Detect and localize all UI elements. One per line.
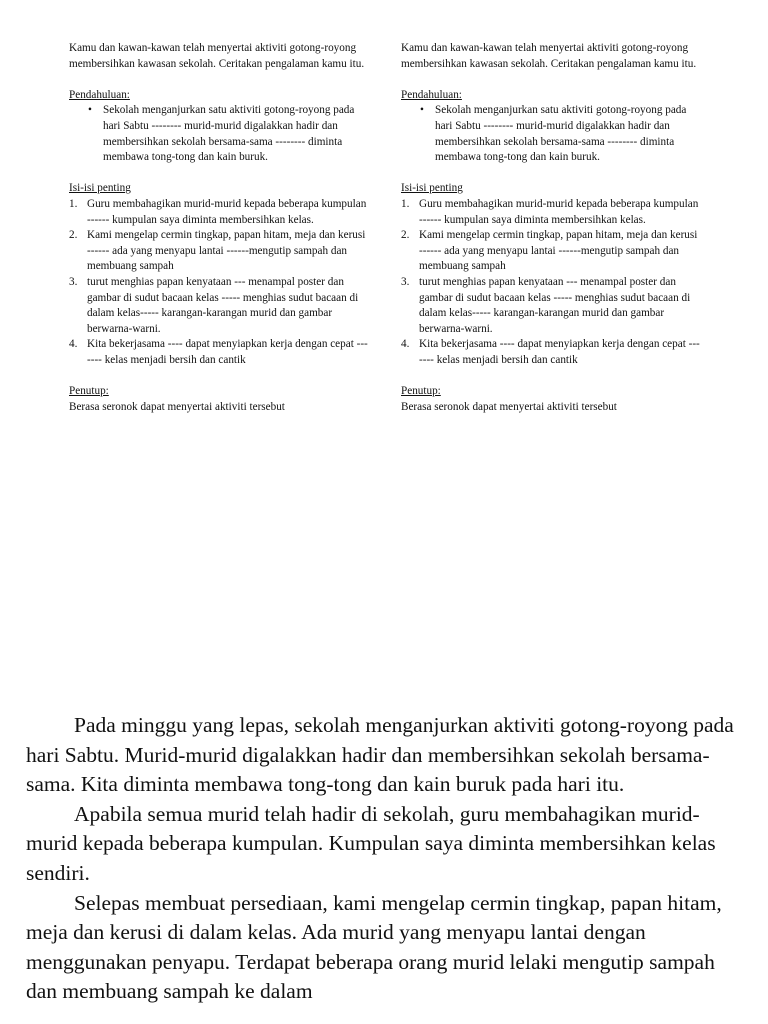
closing-section xyxy=(69,384,369,415)
point-number: 4. xyxy=(69,338,78,351)
essay-body xyxy=(26,711,746,1007)
outline-column-right xyxy=(401,41,701,415)
intro-section xyxy=(69,88,369,166)
point-item xyxy=(69,275,369,337)
closing-section xyxy=(401,384,701,415)
point-text: turut menghias papan kenyataan --- menampal poster dan gambar di sudut bacaan kelas ----- menghias sudut bacaan di dalam kelas----- karangan-karangan murid dan gambar berwarna-warni. xyxy=(419,275,691,335)
intro-heading: Pendahuluan: xyxy=(69,88,130,101)
points-heading: Isi-isi penting xyxy=(69,182,131,195)
point-number: 3. xyxy=(401,275,410,288)
point-item xyxy=(401,275,701,337)
point-text: Kami mengelap cermin tingkap, papan hitam, meja dan kerusi ------ ada yang menyapu lantai ------mengutip sampah dan membuang sampah xyxy=(419,229,698,273)
point-text: turut menghias papan kenyataan --- menampal poster dan gambar di sudut bacaan kelas ----- menghias sudut bacaan di dalam kelas----- karangan-karangan murid dan gambar berwarna-warni. xyxy=(87,275,359,335)
essay-paragraph: Apabila semua murid telah hadir di sekolah, guru membahagikan murid-murid kepada beberapa kumpulan. Kumpulan saya diminta membersihkan kelas sendiri. xyxy=(26,801,716,885)
point-item xyxy=(69,337,369,368)
points-list xyxy=(69,197,369,369)
point-number: 1. xyxy=(69,197,78,210)
intro-bullet-item: • Sekolah menganjurkan satu aktiviti gotong-royong pada hari Sabtu -------- murid-murid digalakkan hadir dan membersihkan sekolah bersama-sama -------- diminta membawa tong-tong dan kain buruk. xyxy=(435,103,701,165)
intro-bullet-list xyxy=(401,103,701,165)
closing-text: Berasa seronok dapat menyertai aktiviti tersebut xyxy=(69,400,285,413)
point-number: 2. xyxy=(69,229,78,242)
points-section xyxy=(69,181,369,368)
points-section xyxy=(401,181,701,368)
points-list xyxy=(401,197,701,369)
intro-bullet-item: • Sekolah menganjurkan satu aktiviti gotong-royong pada hari Sabtu -------- murid-murid digalakkan hadir dan membersihkan sekolah bersama-sama -------- diminta membawa tong-tong dan kain buruk. xyxy=(103,103,369,165)
point-item xyxy=(69,197,369,228)
points-heading: Isi-isi penting xyxy=(401,182,463,195)
point-number: 3. xyxy=(69,275,78,288)
point-number: 2. xyxy=(401,229,410,242)
closing-heading: Penutup: xyxy=(401,385,441,398)
intro-section xyxy=(401,88,701,166)
point-item xyxy=(401,228,701,275)
essay-paragraph: Pada minggu yang lepas, sekolah menganjurkan aktiviti gotong-royong pada hari Sabtu. Murid-murid digalakkan hadir dan membersihkan sekolah bersama-sama. Kita diminta membawa tong-tong dan kain buruk pada hari itu. xyxy=(26,713,734,797)
point-item xyxy=(401,337,701,368)
closing-heading: Penutup: xyxy=(69,385,109,398)
intro-bullet-list xyxy=(69,103,369,165)
point-text: Guru membahagikan murid-murid kepada beberapa kumpulan ------ kumpulan saya diminta membersihkan kelas. xyxy=(87,197,367,226)
point-item xyxy=(69,228,369,275)
essay-question: Kamu dan kawan-kawan telah menyertai aktiviti gotong-royong membersihkan kawasan sekolah. Ceritakan pengalaman kamu itu. xyxy=(69,42,365,70)
outline-column-left xyxy=(69,41,369,415)
essay-question: Kamu dan kawan-kawan telah menyertai aktiviti gotong-royong membersihkan kawasan sekolah. Ceritakan pengalaman kamu itu. xyxy=(401,42,697,70)
point-item xyxy=(401,197,701,228)
point-text: Guru membahagikan murid-murid kepada beberapa kumpulan ------ kumpulan saya diminta membersihkan kelas. xyxy=(419,197,699,226)
point-number: 1. xyxy=(401,197,410,210)
closing-text: Berasa seronok dapat menyertai aktiviti tersebut xyxy=(401,400,617,413)
point-text: Kami mengelap cermin tingkap, papan hitam, meja dan kerusi ------ ada yang menyapu lantai ------mengutip sampah dan membuang sampah xyxy=(87,229,366,273)
point-text: Kita bekerjasama ---- dapat menyiapkan kerja dengan cepat ------- kelas menjadi bersih dan cantik xyxy=(87,338,368,366)
point-text: Kita bekerjasama ---- dapat menyiapkan kerja dengan cepat ------- kelas menjadi bersih dan cantik xyxy=(419,338,700,366)
point-number: 4. xyxy=(401,338,410,351)
essay-paragraph: Selepas membuat persediaan, kami mengelap cermin tingkap, papan hitam, meja dan kerusi di dalam kelas. Ada murid yang menyapu lantai dengan menggunakan penyapu. Terdapat beberapa orang murid lelaki mengutip sampah dan membuang sampah ke dalam xyxy=(26,890,722,1004)
intro-heading: Pendahuluan: xyxy=(401,88,462,101)
